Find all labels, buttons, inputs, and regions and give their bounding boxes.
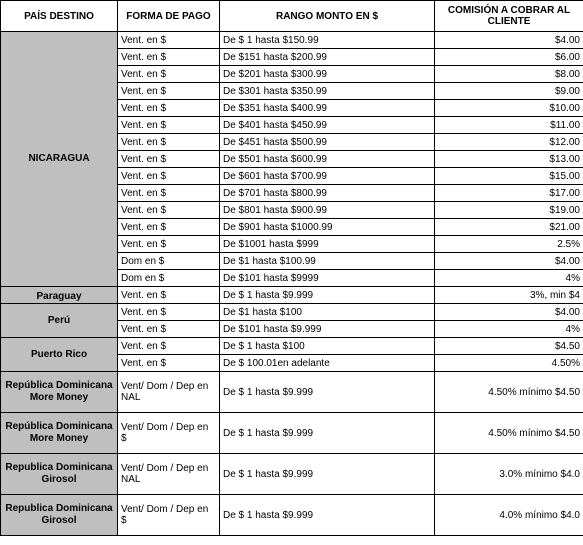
payment-method-cell: Vent. en $: [118, 338, 220, 355]
amount-range-cell: De $ 1 hasta $9.999: [220, 454, 435, 495]
amount-range-cell: De $601 hasta $700.99: [220, 168, 435, 185]
table-row: [1, 372, 583, 413]
country-cell: Perú: [1, 304, 118, 338]
payment-method-cell: Vent. en $: [118, 49, 220, 66]
commission-cell: 3%, min $4: [435, 287, 583, 304]
table-body: [1, 32, 583, 536]
commission-cell: $4.00: [435, 32, 583, 49]
payment-method-cell: Dom en $: [118, 270, 220, 287]
amount-range-cell: De $ 1 hasta $100: [220, 338, 435, 355]
amount-range-cell: De $501 hasta $600.99: [220, 151, 435, 168]
commission-cell: $15.00: [435, 168, 583, 185]
header-payment-method: FORMA DE PAGO: [118, 1, 220, 32]
amount-range-cell: De $101 hasta $9.999: [220, 321, 435, 338]
commission-cell: $10.00: [435, 100, 583, 117]
amount-range-cell: De $1 hasta $100: [220, 304, 435, 321]
country-cell: Republica Dominicana Girosol: [1, 454, 118, 495]
payment-method-cell: Vent. en $: [118, 185, 220, 202]
payment-method-cell: Vent. en $: [118, 287, 220, 304]
table-row: [1, 304, 583, 321]
payment-method-cell: Vent. en $: [118, 134, 220, 151]
commission-cell: 4%: [435, 270, 583, 287]
commission-cell: $6.00: [435, 49, 583, 66]
payment-method-cell: Vent. en $: [118, 355, 220, 372]
payment-method-cell: Vent. en $: [118, 117, 220, 134]
amount-range-cell: De $701 hasta $800.99: [220, 185, 435, 202]
commission-cell: $8.00: [435, 66, 583, 83]
header-client-commission: COMISIÓN A COBRAR AL CLIENTE: [435, 1, 583, 32]
payment-method-cell: Vent. en $: [118, 168, 220, 185]
commission-cell: 2.5%: [435, 236, 583, 253]
country-cell: República Dominicana More Money: [1, 372, 118, 413]
country-cell: República Dominicana More Money: [1, 413, 118, 454]
amount-range-cell: De $451 hasta $500.99: [220, 134, 435, 151]
amount-range-cell: De $101 hasta $9999: [220, 270, 435, 287]
payment-method-cell: Vent/ Dom / Dep en $: [118, 413, 220, 454]
commission-cell: 4%: [435, 321, 583, 338]
amount-range-cell: De $ 1 hasta $9.999: [220, 495, 435, 536]
amount-range-cell: De $901 hasta $1000.99: [220, 219, 435, 236]
commission-cell: $13.00: [435, 151, 583, 168]
amount-range-cell: De $ 100.01en adelante: [220, 355, 435, 372]
payment-method-cell: Vent. en $: [118, 151, 220, 168]
payment-method-cell: Vent/ Dom / Dep en NAL: [118, 454, 220, 495]
payment-method-cell: Vent. en $: [118, 100, 220, 117]
commission-cell: 4.0% mínimo $4.0: [435, 495, 583, 536]
commission-cell: $4.00: [435, 253, 583, 270]
header-amount-range: RANGO MONTO EN $: [220, 1, 435, 32]
table-row: [1, 32, 583, 49]
amount-range-cell: De $1 hasta $100.99: [220, 253, 435, 270]
commission-cell: 4.50% mínimo $4.50: [435, 413, 583, 454]
payment-method-cell: Vent. en $: [118, 202, 220, 219]
table-row: [1, 338, 583, 355]
payment-method-cell: Vent. en $: [118, 66, 220, 83]
country-cell: Republica Dominicana Girosol: [1, 495, 118, 536]
table-row: [1, 287, 583, 304]
payment-method-cell: Vent/ Dom / Dep en $: [118, 495, 220, 536]
payment-method-cell: Vent. en $: [118, 219, 220, 236]
payment-method-cell: Dom en $: [118, 253, 220, 270]
commission-cell: $21.00: [435, 219, 583, 236]
commission-cell: 4.50% mínimo $4.50: [435, 372, 583, 413]
payment-method-cell: Vent. en $: [118, 321, 220, 338]
payment-method-cell: Vent. en $: [118, 304, 220, 321]
table-header: [1, 1, 583, 32]
payment-method-cell: Vent. en $: [118, 32, 220, 49]
payment-method-cell: Vent/ Dom / Dep en NAL: [118, 372, 220, 413]
table-row: [1, 495, 583, 536]
amount-range-cell: De $ 1 hasta $150.99: [220, 32, 435, 49]
country-cell: Puerto Rico: [1, 338, 118, 372]
commission-cell: $12.00: [435, 134, 583, 151]
commission-cell: $17.00: [435, 185, 583, 202]
commission-cell: $9.00: [435, 83, 583, 100]
commission-cell: 4.50%: [435, 355, 583, 372]
commission-cell: $19.00: [435, 202, 583, 219]
payment-method-cell: Vent. en $: [118, 83, 220, 100]
amount-range-cell: De $201 hasta $300.99: [220, 66, 435, 83]
header-destination-country: PAÍS DESTINO: [1, 1, 118, 32]
amount-range-cell: De $1001 hasta $999: [220, 236, 435, 253]
amount-range-cell: De $401 hasta $450.99: [220, 117, 435, 134]
table-row: [1, 413, 583, 454]
amount-range-cell: De $301 hasta $350.99: [220, 83, 435, 100]
amount-range-cell: De $151 hasta $200.99: [220, 49, 435, 66]
amount-range-cell: De $351 hasta $400.99: [220, 100, 435, 117]
commission-cell: $4.00: [435, 304, 583, 321]
country-cell: NICARAGUA: [1, 32, 118, 287]
amount-range-cell: De $ 1 hasta $9.999: [220, 372, 435, 413]
payment-method-cell: Vent. en $: [118, 236, 220, 253]
amount-range-cell: De $801 hasta $900.99: [220, 202, 435, 219]
commission-cell: 3.0% mínimo $4.0: [435, 454, 583, 495]
amount-range-cell: De $ 1 hasta $9.999: [220, 287, 435, 304]
country-cell: Paraguay: [1, 287, 118, 304]
table-row: [1, 454, 583, 495]
amount-range-cell: De $ 1 hasta $9.999: [220, 413, 435, 454]
commission-cell: $4.50: [435, 338, 583, 355]
commission-cell: $11.00: [435, 117, 583, 134]
